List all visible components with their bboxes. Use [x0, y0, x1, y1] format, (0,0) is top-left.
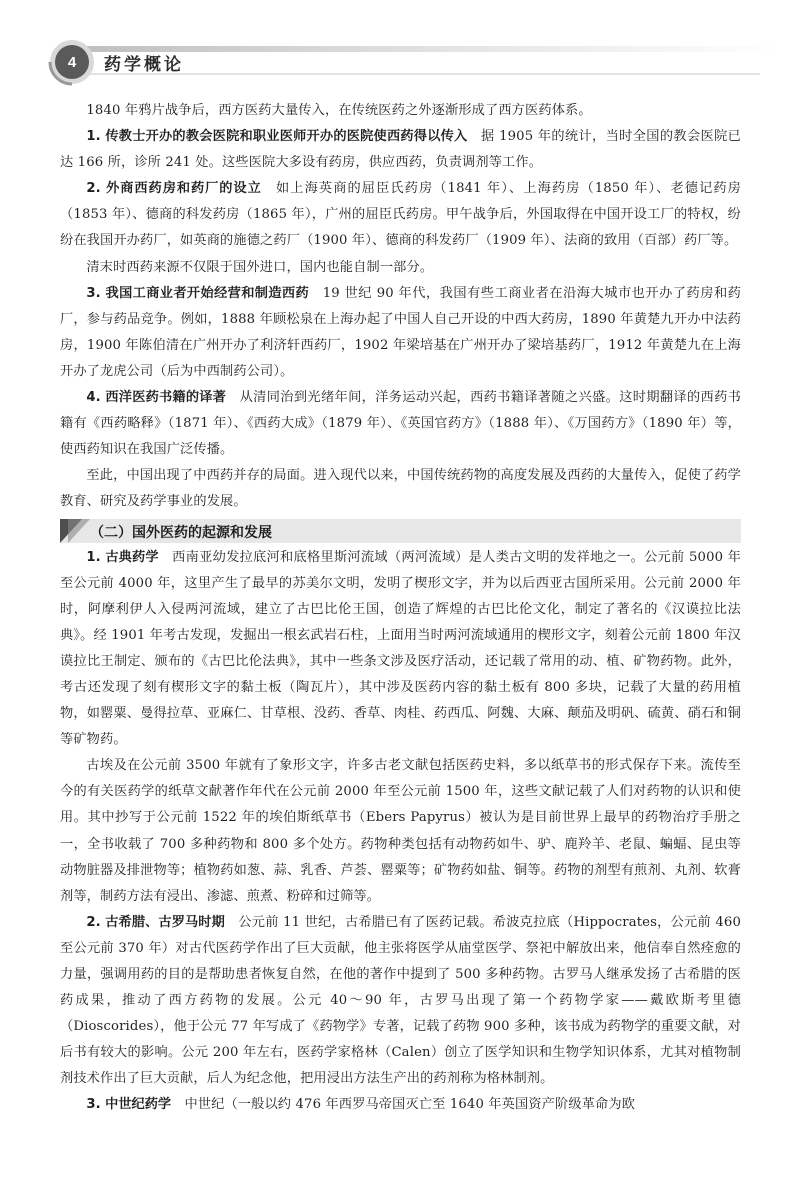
paragraph — [60, 385, 741, 463]
paragraph-heading: 2. 古希腊、古罗马时期 — [86, 914, 225, 930]
paragraph-text: 中世纪（一般以约 476 年西罗马帝国灭亡至 1640 年英国资产阶级革命为欧 — [171, 1097, 636, 1113]
paragraph-text: 清末时西药来源不仅限于国外进口，国内也能自制一部分。 — [86, 259, 434, 275]
page-body — [60, 98, 741, 1119]
paragraph — [60, 98, 741, 124]
paragraph-text: 西南亚幼发拉底河和底格里斯河流域（两河流域）是人类古文明的发祥地之一。公元前 5000 年至公元前 4000 年，这里产生了最早的苏美尔文明，发明了楔形文字，并为以后西亚古国所采用。公元前 2000 年时，阿摩利伊人入侵两河流域，建立了古巴比伦王国，创造了辉煌的古巴比伦文化，制定了著名的《汉谟拉比法典》。经 1901 年考古发现，发掘出一根玄武岩石柱，上面用当时两河流域通用的楔形文字，刻着公元前 1800 年汉谟拉比王制定、颁布的《古巴比伦法典》，其中一些条文涉及医疗活动，还记载了常用的动、植、矿物药物。此外，考古还发现了刻有楔形文字的黏土板（陶瓦片），其中涉及医药内容的黏土板有 800 多块，记载了大量的药用植物，如罂粟、曼得拉草、亚麻仁、甘草根、没药、香草、肉桂、药西瓜、阿魏、大麻、颠茄及明矾、硫黄、硝石和铜等矿物药。 — [60, 549, 741, 748]
paragraph — [60, 124, 741, 176]
page-number: 4 — [67, 54, 77, 71]
paragraph-heading: 1. 传教士开办的教会医院和职业医师开办的医院使西药得以传入 — [86, 129, 468, 145]
paragraph-text: 据 1905 年的统计，当时全国的教会医院已达 166 所，诊所 241 处。这些医院大多设有药房，供应西药，负责调剂等工作。 — [60, 129, 741, 171]
section-title: （二）国外医药的起源和发展 — [90, 524, 272, 541]
paragraph-heading: 4. 西洋医药书籍的译著 — [86, 390, 227, 406]
paragraph — [60, 753, 741, 910]
paragraph — [60, 910, 741, 1093]
paragraph-heading: 1. 古典药学 — [86, 549, 159, 565]
paragraph-text: 19 世纪 90 年代，我国有些工商业者在沿海大城市也开办了药房和药厂，参与药品竞争。例如，1888 年顾松泉在上海办起了中国人自己开设的中西大药房，1890 年黄楚九开办中法药房，1900 年陈伯清在广州开办了利济轩西药厂，1902 年梁培基在广州开办了梁培基药厂，1912 年黄楚九在上海开办了龙虎公司（后为中西制药公司）。 — [60, 285, 741, 379]
paragraph-text: 从清同治到光绪年间，洋务运动兴起，西药书籍译著随之兴盛。这时期翻译的西药书籍有《西药略释》（1871 年）、《西药大成》（1879 年）、《英国官药方》（1888 年）、《万国药方》（1890 年）等，使西药知识在我国广泛传播。 — [60, 390, 742, 458]
paragraph — [60, 281, 741, 385]
running-title: 药学概论 — [104, 55, 184, 75]
paragraph-heading: 3. 中世纪药学 — [86, 1097, 172, 1113]
paragraph — [60, 1092, 741, 1118]
paragraph — [60, 255, 741, 281]
section-heading-bar — [60, 519, 741, 543]
paragraph-text: 1840 年鸦片战争后，西方医药大量传入，在传统医药之外逐渐形成了西方医药体系。 — [86, 103, 592, 118]
paragraph — [60, 463, 741, 515]
paragraph-text: 古埃及在公元前 3500 年就有了象形文字，许多古老文献包括医药史料，多以纸草书的形式保存下来。流传至今的有关医药学的纸草文献著作年代在公元前 2000 年至公元前 1500 年，这些文献记载了人们对药物的认识和使用。其中抄写于公元前 1522 年的埃伯斯纸草书（Ebers Papyrus）被认为是目前世界上最早的药物治疗手册之一，全书收载了 700 多种药物和 800 多个处方。药物种类包括有动物药如牛、驴、鹿羚羊、老鼠、蝙蝠、昆虫等动物脏器及排泄物等；植物药如葱、蒜、乳香、芦荟、罂粟等；矿物药如盐、铜等。药物的剂型有煎剂、丸剂、软膏剂等，制药方法有浸出、渗滤、煎煮、粉碎和过筛等。 — [60, 758, 741, 904]
paragraph-text: 公元前 11 世纪，古希腊已有了医药记载。希波克拉底（Hippocrates，公元前 460 至公元前 370 年）对古代医药学作出了巨大贡献，他主张将医学从庙堂医学、祭祀中解放出来，他信奉自然痊愈的力量，强调用药的目的是帮助患者恢复自然，在他的著作中提到了 500 多种药物。古罗马人继承发扬了古希腊的医药成果，推动了西方药物的发展。公元 40～90 年，古罗马出现了第一个药物学家——戴欧斯考里德（Dioscorides），他于公元 77 年写成了《药物学》专著，记载了药物 900 多种，该书成为药物学的重要文献，对后书有较大的影响。公元 200 年左右，医药学家格林（Calen）创立了医学知识和生物学知识体系，尤其对植物制剂技术作出了巨大贡献，后人为纪念他，把用浸出方法生产出的药剂称为格林制剂。 — [60, 914, 741, 1087]
paragraph — [60, 176, 741, 254]
page-header — [0, 0, 800, 100]
paragraph-text: 如上海英商的屈臣氏药房（1841 年）、上海药房（1850 年）、老德记药房（1853 年）、德商的科发药房（1865 年），广州的屈臣氏药房。甲午战争后，外国取得在中国开设工厂的特权，纷纷在我国开办药厂，如英商的施德之药厂（1900 年）、德商的科发药厂（1909 年）、法商的致用（百部）药厂等。 — [60, 181, 742, 249]
paragraph — [60, 545, 741, 754]
paragraph-heading: 2. 外商西药房和药厂的设立 — [86, 181, 262, 197]
paragraph-text: 至此，中国出现了中西药并存的局面。进入现代以来，中国传统药物的高度发展及西药的大量传入，促使了药学教育、研究及药学事业的发展。 — [60, 468, 741, 510]
paragraph-heading: 3. 我国工商业者开始经营和制造西药 — [86, 285, 310, 301]
section-stripe-icon — [68, 519, 90, 543]
